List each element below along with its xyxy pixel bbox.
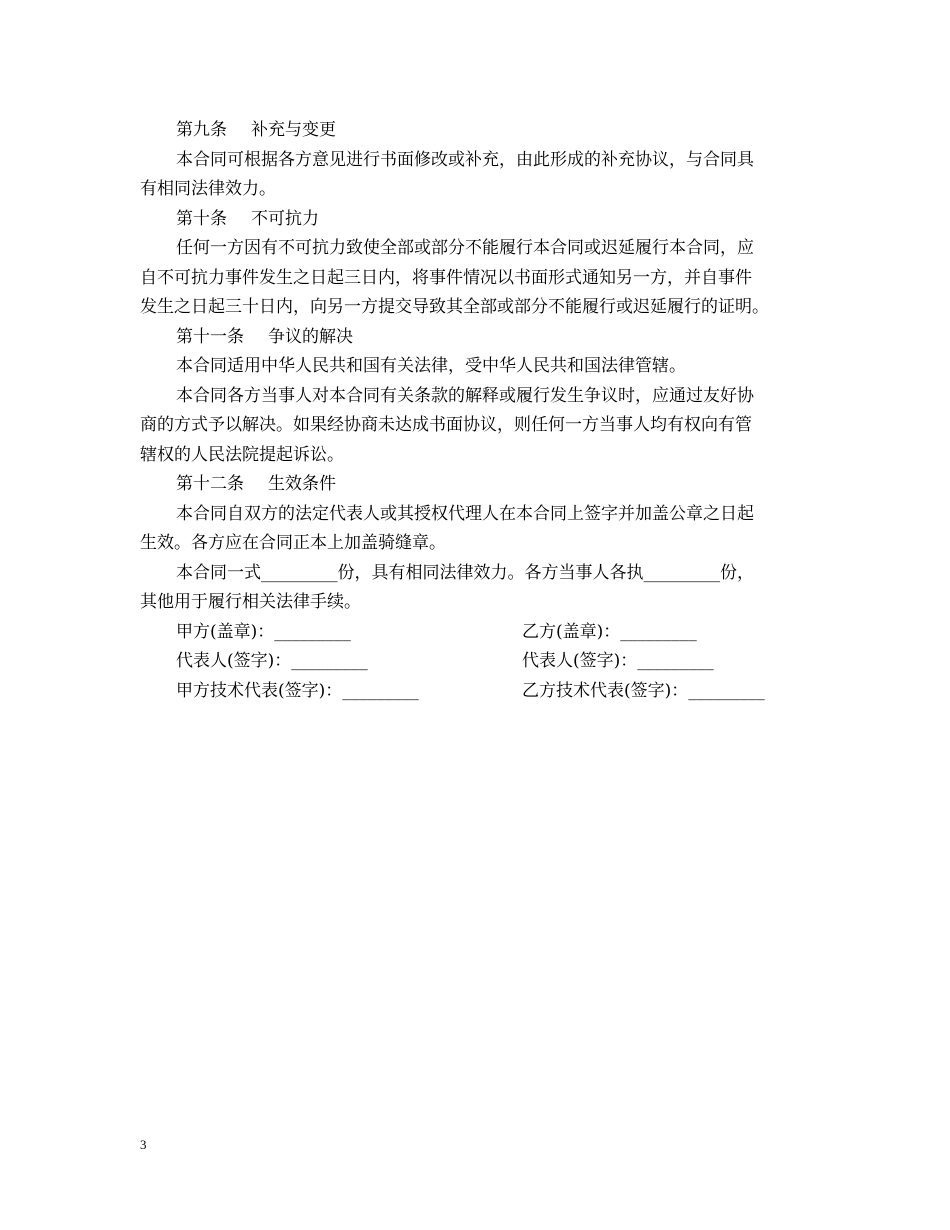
party-b-seal-field: 乙方(盖章)：_________: [522, 621, 697, 642]
paragraph-line: 生效。各方应在合同正本上加盖骑缝章。: [140, 533, 446, 553]
article-heading-10: [140, 205, 820, 235]
party-b-representative-field: 代表人(签字)：_________: [522, 651, 714, 671]
paragraph-line: 商的方式予以解决。如果经协商未达成书面协议，则任何一方当事人均有权向有管: [140, 415, 752, 435]
paragraph-line: 本合同适用中华人民共和国有关法律，受中华人民共和国法律管辖。: [176, 356, 686, 376]
paragraph-line: 本合同可根据各方意见进行书面修改或补充，由此形成的补充协议，与合同具: [176, 149, 754, 170]
article-number: 第十条: [176, 208, 227, 229]
document-body: [140, 116, 820, 706]
article-heading-11: [140, 323, 820, 353]
paragraph-line: 本合同各方当事人对本合同有关条款的解释或履行发生争议时，应通过友好协: [176, 385, 754, 406]
article-title: 不可抗力: [251, 208, 319, 229]
paragraph-line: 任何一方因有不可抗力致使全部或部分不能履行本合同或迟延履行本合同，应: [176, 238, 754, 258]
article-heading-9: [140, 116, 820, 146]
paragraph-line: 本合同一式_________份，具有相同法律效力。各方当事人各执_________份，: [176, 562, 754, 583]
party-b-technical-rep-field: 乙方技术代表(签字)：_________: [522, 680, 765, 701]
party-a-representative-field: 代表人(签字)：_________: [176, 651, 368, 671]
signature-row-technical: [140, 677, 820, 707]
article-title: 生效条件: [268, 474, 336, 494]
article-number: 第九条: [176, 120, 227, 140]
paragraph-line: 自不可抗力事件发生之日起三日内，将事件情况以书面形式通知另一方，并自事件: [140, 267, 752, 288]
paragraph-line: 发生之日起三十日内，向另一方提交导致其全部或部分不能履行或迟延履行的证明。: [140, 297, 769, 317]
signature-row-representative: [140, 647, 820, 677]
page-number: 3: [140, 1137, 147, 1152]
article-title: 补充与变更: [251, 120, 336, 140]
paragraph-line: 有相同法律效力。: [140, 179, 276, 199]
party-a-seal-field: 甲方(盖章)：_________: [176, 621, 351, 642]
party-a-technical-rep-field: 甲方技术代表(签字)：_________: [176, 680, 419, 701]
signature-row-seal: [140, 618, 820, 648]
paragraph-line: 辖权的人民法院提起诉讼。: [140, 444, 344, 465]
article-number: 第十二条: [176, 474, 244, 494]
article-number: 第十一条: [176, 326, 244, 347]
paragraph-line: 本合同自双方的法定代表人或其授权代理人在本合同上签字并加盖公章之日起: [176, 503, 754, 524]
article-heading-12: [140, 470, 820, 500]
article-title: 争议的解决: [268, 326, 353, 347]
paragraph-line: 其他用于履行相关法律手续。: [140, 592, 361, 612]
